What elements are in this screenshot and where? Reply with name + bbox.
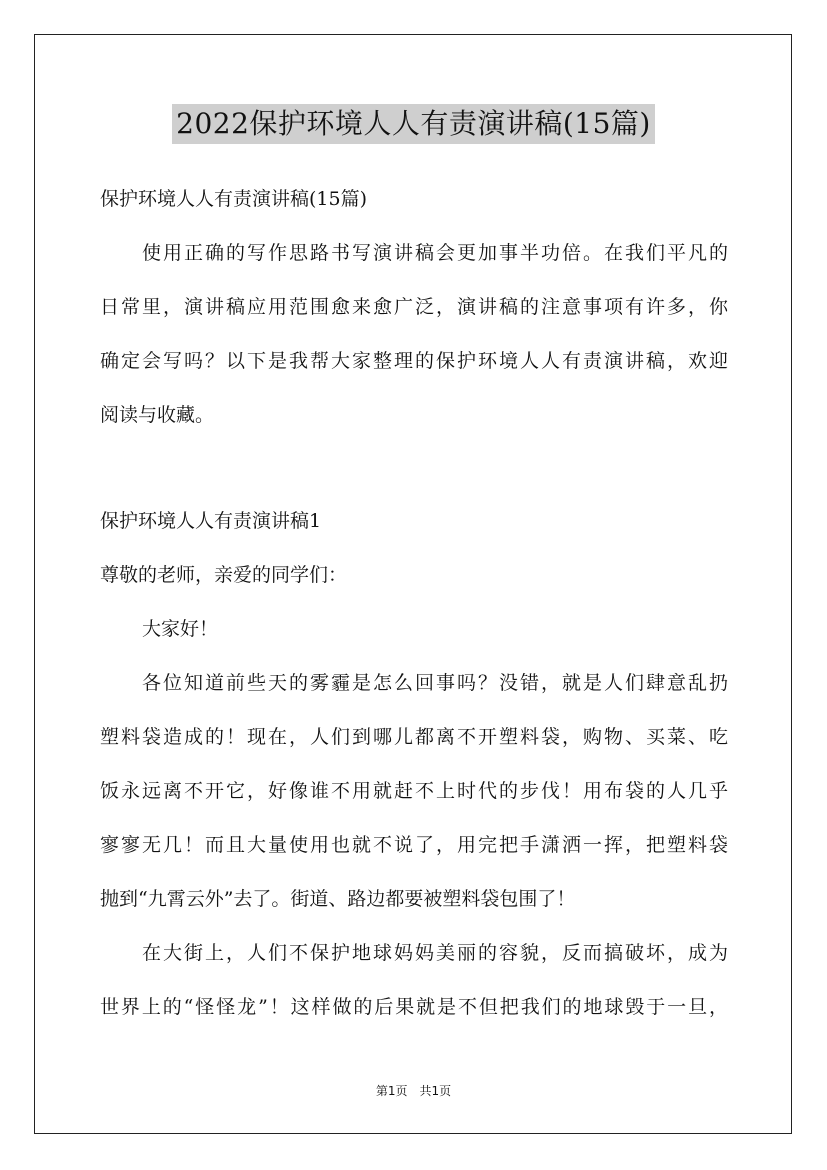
text-line: 饭永远离不开它，好像谁不用就赶不上时代的步伐！用布袋的人几乎 bbox=[100, 780, 728, 802]
text-line: 各位知道前些天的雾霾是怎么回事吗？没错，就是人们肆意乱扔 bbox=[142, 672, 728, 694]
text-line: 抛到“九霄云外”去了。街道、路边都要被塑料袋包围了！ bbox=[100, 888, 576, 910]
text-line: 在大街上，人们不保护地球妈妈美丽的容貌，反而搞破坏，成为 bbox=[142, 942, 728, 964]
body-paragraph-2 bbox=[100, 926, 728, 1034]
text-line: 塑料袋造成的！现在，人们到哪儿都离不开塑料袋，购物、买菜、吃 bbox=[100, 726, 728, 748]
page-number: 第1页 bbox=[375, 1084, 408, 1098]
salutation: 尊敬的老师，亲爱的同学们： bbox=[100, 564, 348, 586]
document-subtitle: 保护环境人人有责演讲稿(15篇) bbox=[100, 188, 368, 210]
greeting: 大家好！ bbox=[142, 618, 219, 640]
text-line: 寥寥无几！而且大量使用也就不说了，用完把手潇洒一挥，把塑料袋 bbox=[100, 834, 728, 856]
text-line: 阅读与收藏。 bbox=[100, 404, 215, 426]
body-paragraph-1 bbox=[100, 656, 728, 926]
page-total: 共1页 bbox=[419, 1084, 452, 1098]
text-line: 使用正确的写作思路书写演讲稿会更加事半功倍。在我们平凡的 bbox=[142, 242, 728, 264]
page-footer bbox=[0, 1082, 827, 1099]
section-heading: 保护环境人人有责演讲稿1 bbox=[100, 510, 322, 532]
document-title: 2022保护环境人人有责演讲稿(15篇) bbox=[172, 104, 655, 144]
text-line: 世界上的“怪怪龙”！这样做的后果就是不但把我们的地球毁于一旦， bbox=[100, 996, 728, 1018]
text-line: 确定会写吗？以下是我帮大家整理的保护环境人人有责演讲稿，欢迎 bbox=[100, 350, 728, 372]
document-body bbox=[100, 172, 728, 1034]
intro-paragraph bbox=[100, 226, 728, 442]
title-container bbox=[0, 104, 827, 144]
spacer bbox=[100, 442, 728, 494]
text-line: 日常里，演讲稿应用范围愈来愈广泛，演讲稿的注意事项有许多，你 bbox=[100, 296, 728, 318]
